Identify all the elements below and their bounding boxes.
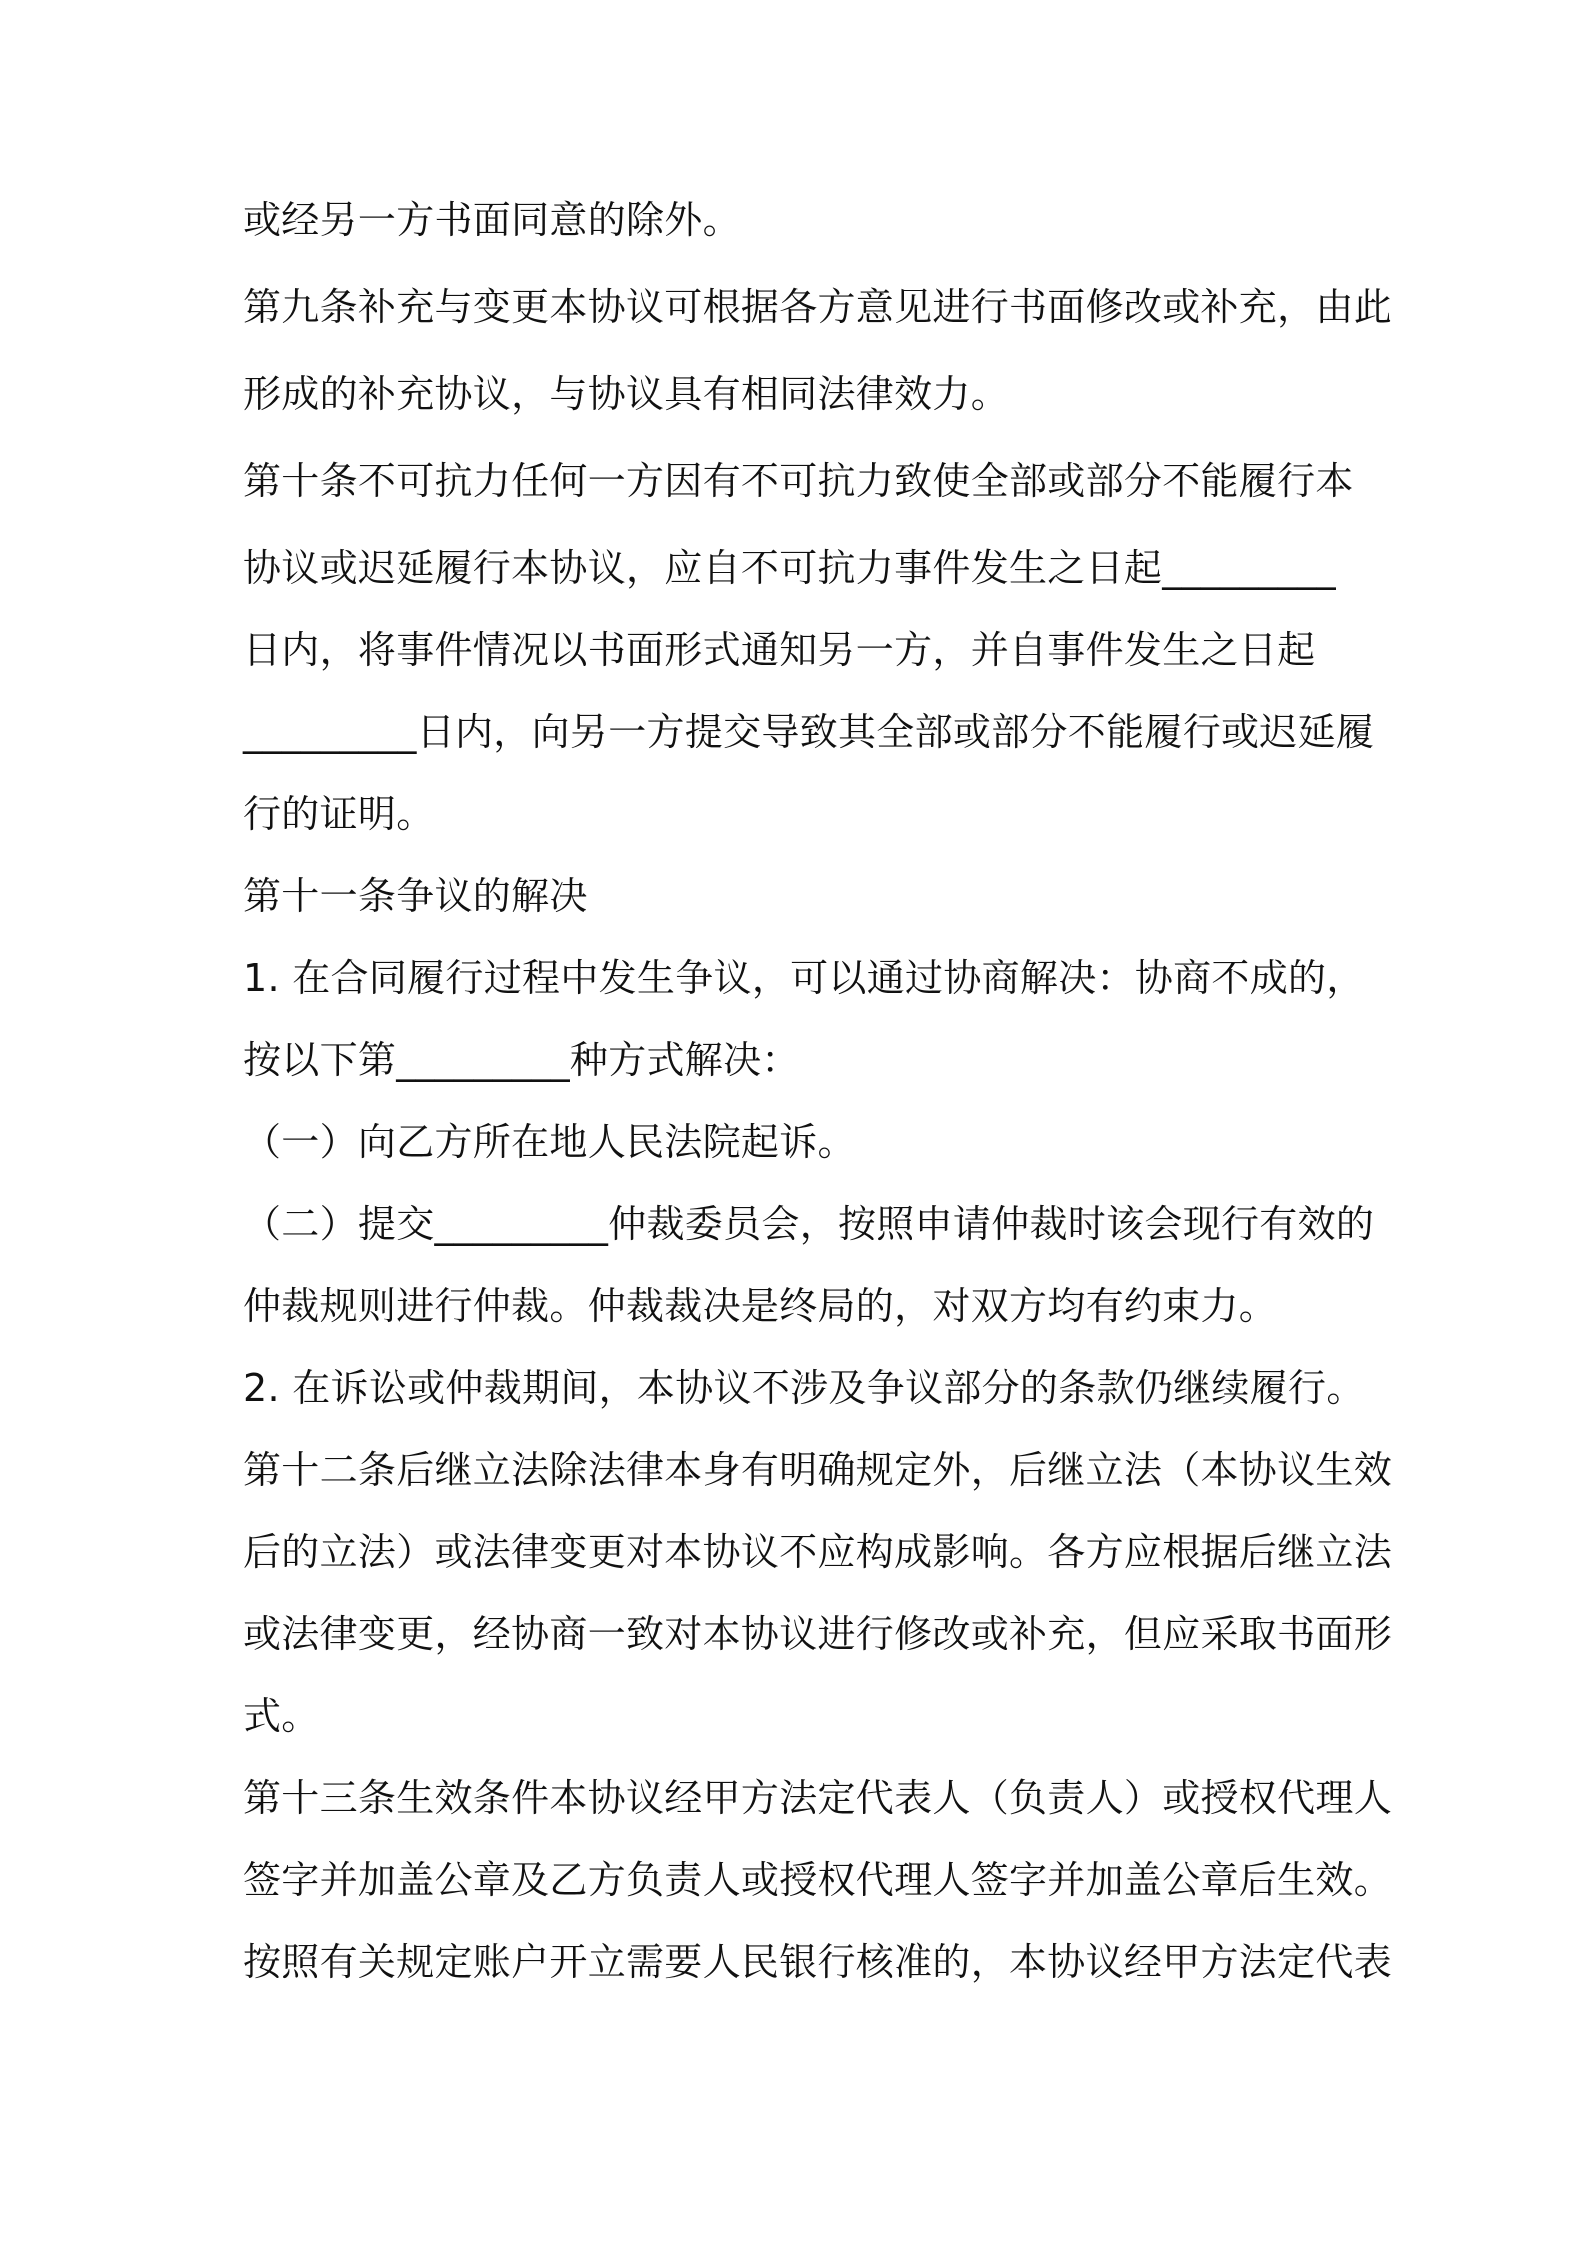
- text-line: 第十三条生效条件本协议经甲方法定代表人（负责人）或授权代理人: [243, 1776, 1393, 1820]
- text-line: 仲裁规则进行仲裁。仲裁裁决是终局的，对双方均有约束力。: [243, 1284, 1278, 1328]
- text-line: 协议或迟延履行本协议，应自不可抗力事件发生之日起_________: [243, 546, 1336, 590]
- list-item: 1. 在合同履行过程中发生争议，可以通过协商解决：协商不成的，: [243, 956, 1365, 1000]
- list-item: （一）向乙方所在地人民法院起诉。: [243, 1120, 856, 1164]
- text-line: 后的立法）或法律变更对本协议不应构成影响。各方应根据后继立法: [243, 1530, 1393, 1574]
- text-line: 签字并加盖公章及乙方负责人或授权代理人签字并加盖公章后生效。: [243, 1858, 1393, 1902]
- text-line: 或法律变更，经协商一致对本协议进行修改或补充，但应采取书面形: [243, 1612, 1393, 1656]
- text-line: 按照有关规定账户开立需要人民银行核准的，本协议经甲方法定代表: [243, 1940, 1393, 1984]
- text-line: 形成的补充协议，与协议具有相同法律效力。: [243, 372, 1010, 416]
- list-item: （二）提交_________仲裁委员会，按照申请仲裁时该会现行有效的: [243, 1202, 1375, 1246]
- text-line: _________日内，向另一方提交导致其全部或部分不能履行或迟延履: [243, 710, 1375, 754]
- list-item: 2. 在诉讼或仲裁期间，本协议不涉及争议部分的条款仍继续履行。: [243, 1366, 1365, 1410]
- text-line: 日内，将事件情况以书面形式通知另一方，并自事件发生之日起: [243, 628, 1316, 672]
- section-heading: 第十一条争议的解决: [243, 874, 588, 918]
- text-line: 式。: [243, 1694, 320, 1738]
- text-line: 第十条不可抗力任何一方因有不可抗力致使全部或部分不能履行本: [243, 459, 1354, 503]
- text-line: 第十二条后继立法除法律本身有明确规定外，后继立法（本协议生效: [243, 1448, 1393, 1492]
- text-line: 行的证明。: [243, 792, 435, 836]
- text-line: 按以下第_________种方式解决：: [243, 1038, 800, 1082]
- text-line: 第九条补充与变更本协议可根据各方意见进行书面修改或补充，由此: [243, 285, 1393, 329]
- text-line: 或经另一方书面同意的除外。: [243, 198, 741, 242]
